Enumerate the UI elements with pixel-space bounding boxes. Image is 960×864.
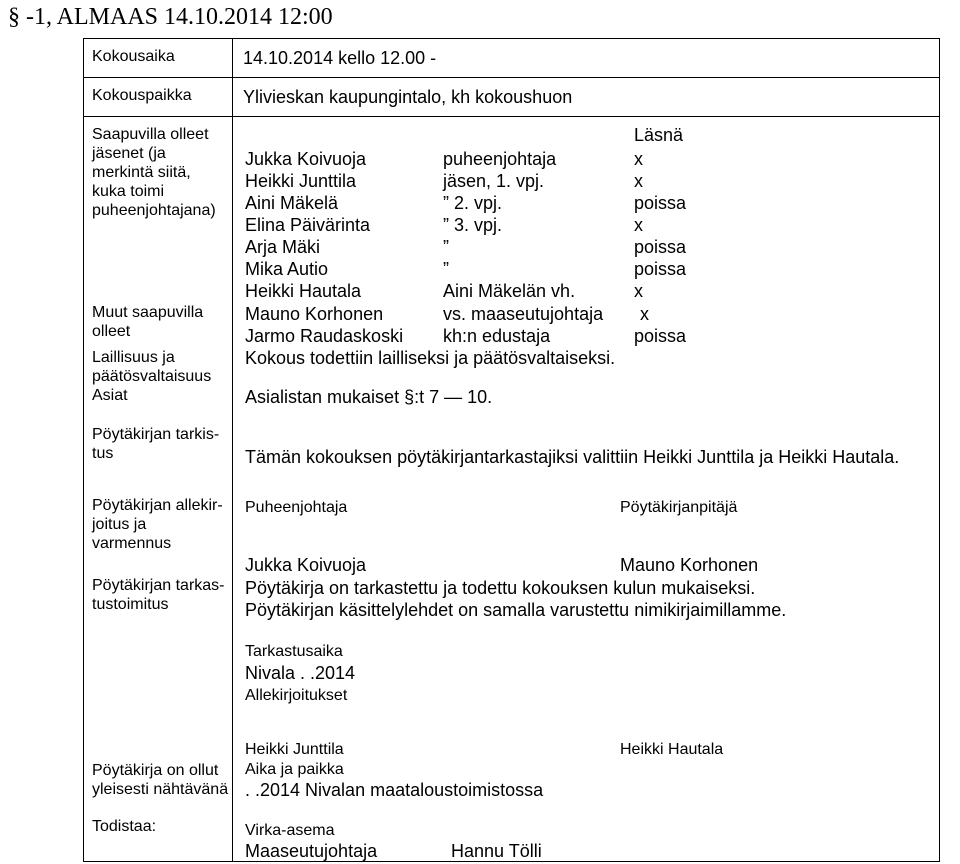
member-status: poissa (634, 259, 687, 279)
other-role: kh:n edustaja (443, 326, 551, 346)
label-allekirjoitus: Pöytäkirjan allekir- joitus ja varmennus (92, 497, 223, 552)
signer-junttila: Heikki Junttila (245, 741, 344, 758)
puheenjohtaja-label: Puheenjohtaja (245, 499, 348, 516)
poytakirjanpitaja-name: Mauno Korhonen (620, 555, 759, 575)
member-status: poissa (634, 193, 687, 213)
tarkastusaika-label: Tarkastusaika (245, 643, 343, 660)
member-name: Heikki Hautala (245, 281, 362, 301)
other-status: poissa (634, 326, 687, 346)
member-role: ” (443, 259, 449, 279)
member-name: Jukka Koivuoja (245, 149, 367, 169)
value-asiat: Asialistan mukaiset §:t 7 — 10. (245, 387, 493, 407)
member-name: Elina Päivärinta (245, 215, 371, 235)
label-saapuvilla: Saapuvilla olleet jäsenet (ja merkintä siitä, kuka toimi puheenjohtajana) (92, 126, 216, 219)
tarkastus-line1: Pöytäkirja on tarkastettu ja todettu kokouksen kulun mukaiseksi. (245, 578, 756, 598)
member-name: Aini Mäkelä (245, 193, 339, 213)
member-role: ” (443, 237, 449, 257)
other-name: Jarmo Raudaskoski (245, 326, 404, 346)
value-kokousaika: 14.10.2014 kello 12.00 - (243, 48, 437, 68)
row-divider (83, 116, 940, 117)
label-todistaa: Todistaa: (92, 818, 157, 835)
member-role: Aini Mäkelän vh. (443, 281, 576, 301)
label-muut: Muut saapuvilla olleet (92, 304, 204, 340)
table-top-border (83, 38, 940, 39)
member-name: Arja Mäki (245, 237, 321, 257)
lasna-header: Läsnä (634, 125, 684, 145)
member-role: ” 2. vpj. (443, 193, 503, 213)
value-laillisuus: Kokous todettiin lailliseksi ja päätösvaltaiseksi. (245, 348, 616, 368)
table-right-border (939, 38, 940, 862)
member-status: x (634, 281, 643, 301)
value-kokouspaikka: Ylivieskan kaupungintalo, kh kokoushuon (243, 87, 573, 107)
aika-paikka-label: Aika ja paikka (245, 761, 344, 778)
todistaja-name: Hannu Tölli (451, 841, 542, 861)
allekirjoitukset-label: Allekirjoitukset (245, 687, 348, 704)
other-name: Mauno Korhonen (245, 304, 384, 324)
aika-paikka-value: . .2014 Nivalan maataloustoimistossa (245, 780, 544, 800)
member-role: puheenjohtaja (443, 149, 557, 169)
member-name: Heikki Junttila (245, 171, 357, 191)
tarkastusaika-value: Nivala . .2014 (245, 663, 356, 683)
table-left-border (83, 38, 84, 862)
member-status: x (634, 171, 643, 191)
virka-value: Maaseutujohtaja (245, 841, 378, 861)
label-nahtavana: Pöytäkirja on ollut yleisesti nähtävänä (92, 762, 229, 798)
label-kokouspaikka: Kokouspaikka (92, 87, 192, 104)
puheenjohtaja-name: Jukka Koivuoja (245, 555, 367, 575)
member-name: Mika Autio (245, 259, 329, 279)
member-status: x (634, 215, 643, 235)
label-kokousaika: Kokousaika (92, 48, 175, 65)
member-role: ” 3. vpj. (443, 215, 503, 235)
label-tarkistus: Pöytäkirjan tarkis- tus (92, 426, 220, 462)
column-divider (232, 38, 233, 862)
tarkastus-line2: Pöytäkirjan käsittelylehdet on samalla varustettu nimikirjaimillamme. (245, 600, 787, 620)
label-asiat: Asiat (92, 387, 128, 404)
value-tarkistus: Tämän kokouksen pöytäkirjantarkastajiksi valittiin Heikki Junttila ja Heikki Hautala. (245, 447, 900, 467)
virka-label: Virka-asema (245, 822, 335, 839)
member-status: x (634, 149, 643, 169)
other-status: x (640, 304, 649, 324)
signer-hautala: Heikki Hautala (620, 741, 724, 758)
section-heading: § -1, ALMAAS 14.10.2014 12:00 (8, 4, 333, 30)
poytakirjanpitaja-label: Pöytäkirjanpitäjä (620, 499, 738, 516)
other-role: vs. maaseutujohtaja (443, 304, 604, 324)
member-status: poissa (634, 237, 687, 257)
row-divider (83, 77, 940, 78)
label-tarkastustoimitus: Pöytäkirjan tarkas- tustoimitus (92, 577, 225, 613)
member-role: jäsen, 1. vpj. (443, 171, 545, 191)
label-laillisuus: Laillisuus ja päätösvaltaisuus (92, 349, 212, 385)
